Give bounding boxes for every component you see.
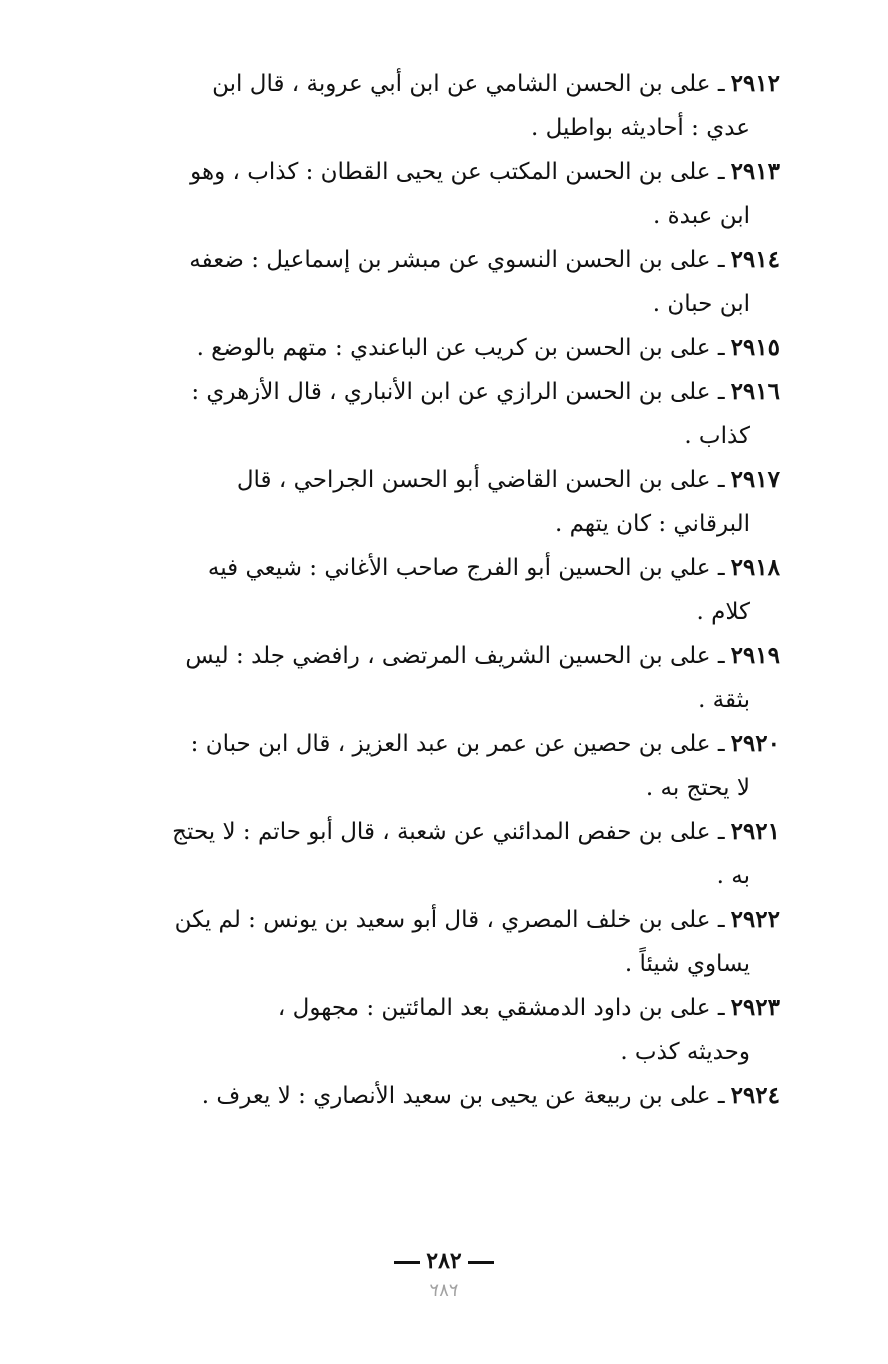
entry-2919 [96,634,780,722]
entry-number: ٢٩٢٤ [730,1082,780,1109]
entry-continuation: كذاب . [684,423,750,449]
entry-2921 [96,810,780,898]
entry-number: ٢٩١٧ [730,466,780,493]
entry-number: ٢٩١٣ [730,158,780,185]
entry-2918 [96,546,780,634]
entry-text: ـ علي بن الحسين أبو الفرج صاحب الأغاني : شيعي فيه [207,555,725,581]
page-number [0,1248,888,1274]
entry-text: ـ على بن الحسين الشريف المرتضى ، رافضي جلد : ليس [185,643,725,669]
page-number-text: ٢٨٢ [426,1248,462,1274]
entry-number: ٢٩١٨ [730,554,780,581]
entry-text: ـ على بن الحسن الشامي عن ابن أبي عروبة ، قال ابن [212,71,725,97]
entry-text: ـ على بن الحسن القاضي أبو الحسن الجراحي ، قال [236,467,725,493]
folio-dash-left [394,1261,420,1264]
entry-2912 [96,62,780,150]
entry-number: ٢٩٢٣ [730,994,780,1021]
entry-text: ـ على بن خلف المصري ، قال أبو سعيد بن يونس : لم يكن [174,907,725,933]
entry-2916 [96,370,780,458]
entry-text: ـ على بن حفص المدائني عن شعبة ، قال أبو حاتم : لا يحتج [172,819,725,845]
entry-2913 [96,150,780,238]
entry-continuation: ابن حبان . [652,291,750,317]
entry-text: ـ على بن ربيعة عن يحيى بن سعيد الأنصاري : لا يعرف . [201,1083,725,1109]
bleed-number-text: ٢٨٢ [429,1280,459,1301]
entry-text: ـ على بن الحسن بن كريب عن الباعندي : متهم بالوضع . [196,335,725,361]
entry-continuation: عدي : أحاديثه بواطيل . [531,115,750,141]
entry-2915 [96,326,780,370]
entry-continuation: وحديثه كذب . [620,1039,750,1065]
entry-number: ٢٩١٦ [730,378,780,405]
page-number-bleed-through [0,1280,888,1301]
entry-2914 [96,238,780,326]
entry-text: ـ على بن داود الدمشقي بعد المائتين : مجهول ، [277,995,725,1021]
entry-text: ـ على بن حصين عن عمر بن عبد العزيز ، قال ابن حبان : [190,731,725,757]
entry-2917 [96,458,780,546]
entry-continuation: ابن عبدة . [652,203,750,229]
entry-text: ـ على بن الحسن النسوي عن مبشر بن إسماعيل : ضعفه [189,247,725,273]
entries-column [96,62,780,1118]
entry-number: ٢٩١٩ [730,642,780,669]
entry-number: ٢٩٢٢ [730,906,780,933]
entry-continuation: لا يحتج به . [645,775,750,801]
entry-text: ـ على بن الحسن المكتب عن يحيى القطان : كذاب ، وهو [190,159,725,185]
entry-text: ـ على بن الحسن الرازي عن ابن الأنباري ، قال الأزهري : [191,379,725,405]
entry-continuation: البرقاني : كان يتهم . [554,511,750,537]
entry-2924 [96,1074,780,1118]
entry-number: ٢٩١٢ [730,70,780,97]
entry-number: ٢٩١٤ [730,246,780,273]
entry-continuation: يساوي شيئاً . [624,951,750,977]
entry-continuation: كلام . [696,599,750,625]
entry-number: ٢٩٢٠ [730,730,780,757]
entry-2923 [96,986,780,1074]
entry-2920 [96,722,780,810]
entry-continuation: بثقة . [698,687,750,713]
entry-number: ٢٩٢١ [730,818,780,845]
entry-continuation: به . [716,863,750,889]
entry-number: ٢٩١٥ [730,334,780,361]
folio-dash-right [468,1261,494,1264]
entry-2922 [96,898,780,986]
